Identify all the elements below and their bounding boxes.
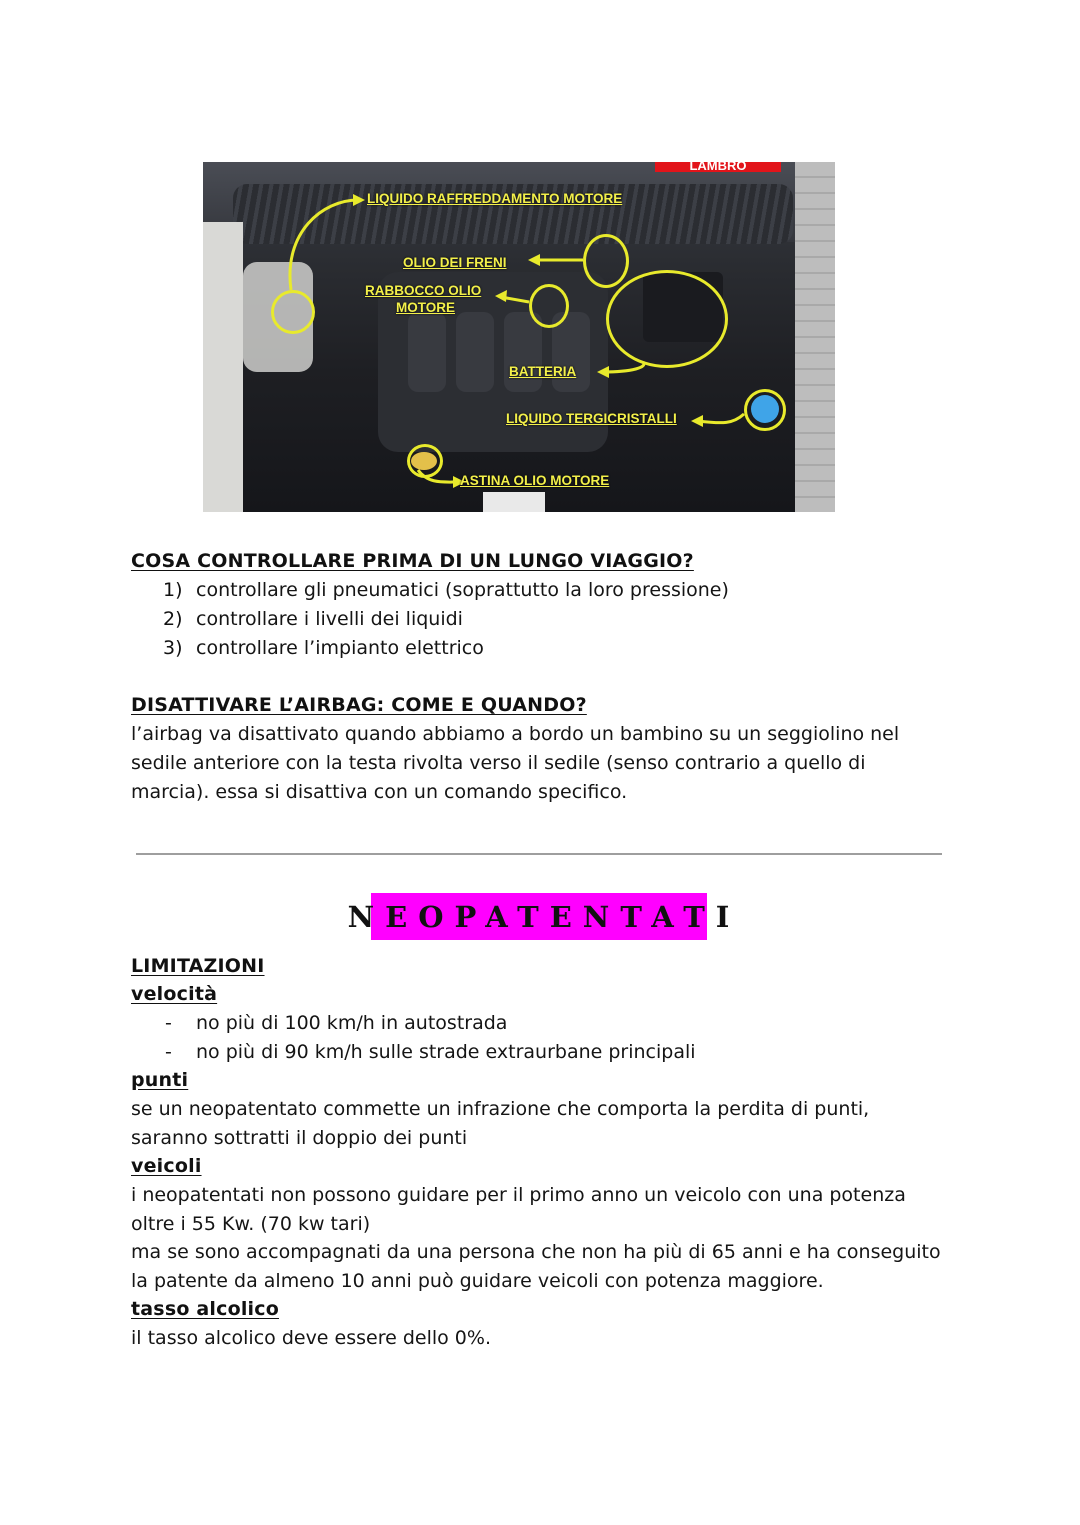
paragraph-line: i neopatentati non possono guidare per il primo anno un veicolo con una potenza (131, 1184, 906, 1206)
list-item: no più di 100 km/h in autostrada (196, 1012, 508, 1034)
heading-limitazioni: LIMITAZIONI (131, 955, 265, 977)
list-item: controllare i livelli dei liquidi (196, 608, 463, 630)
subheading-tasso-alcolico: tasso alcolico (131, 1298, 279, 1320)
paragraph-line: ma se sono accompagnati da una persona che non ha più di 65 anni e ha conseguito (131, 1241, 941, 1263)
subheading-veicoli: veicoli (131, 1155, 202, 1177)
list-number: 2) (163, 608, 183, 630)
list-number: 1) (163, 579, 183, 601)
heading-airbag: DISATTIVARE L’AIRBAG: COME E QUANDO? (131, 694, 587, 716)
label-coolant: LIQUIDO RAFFREDDAMENTO MOTORE (367, 191, 623, 206)
label-battery: BATTERIA (509, 364, 577, 379)
paragraph-line: il tasso alcolico deve essere dello 0%. (131, 1327, 491, 1349)
paragraph-line: sedile anteriore con la testa rivolta verso il sedile (senso contrario a quello di (131, 752, 866, 774)
bullet-mark: - (165, 1041, 172, 1063)
subheading-punti: punti (131, 1069, 189, 1091)
label-oil-refill-1: RABBOCCO OLIO (365, 283, 482, 298)
subheading-velocita: velocità (131, 983, 218, 1005)
engine-bay-photo (203, 162, 835, 512)
horizontal-divider (136, 853, 942, 855)
bullet-mark: - (165, 1012, 172, 1034)
paragraph-line: se un neopatentato commette un infrazione che comporta la perdita di punti, (131, 1098, 870, 1120)
paragraph-line: oltre i 55 Kw. (70 kw tari) (131, 1213, 371, 1235)
label-brake-oil: OLIO DEI FRENI (403, 255, 507, 270)
list-item: no più di 90 km/h sulle strade extraurbane principali (196, 1041, 696, 1063)
paragraph-line: la patente da almeno 10 anni può guidare veicoli con potenza maggiore. (131, 1270, 824, 1292)
label-oil-refill-2: MOTORE (396, 300, 456, 315)
list-item: controllare gli pneumatici (soprattutto la loro pressione) (196, 579, 729, 601)
neopatentati-title-box (347, 893, 741, 940)
label-dipstick: ASTINA OLIO MOTORE (460, 473, 610, 488)
dealer-banner: LAMBRO (655, 162, 781, 172)
callout-arrows (203, 162, 835, 512)
heading-long-trip: COSA CONTROLLARE PRIMA DI UN LUNGO VIAGGIO? (131, 550, 694, 572)
paragraph-line: marcia). essa si disattiva con un comando specifico. (131, 781, 628, 803)
neopatentati-title: NEOPATENTATI (347, 899, 741, 934)
paragraph-line: saranno sottratti il doppio dei punti (131, 1127, 468, 1149)
list-item: controllare l’impianto elettrico (196, 637, 484, 659)
paragraph-line: l’airbag va disattivato quando abbiamo a bordo un bambino su un seggiolino nel (131, 723, 900, 745)
list-number: 3) (163, 637, 183, 659)
label-washer: LIQUIDO TERGICRISTALLI (506, 411, 677, 426)
